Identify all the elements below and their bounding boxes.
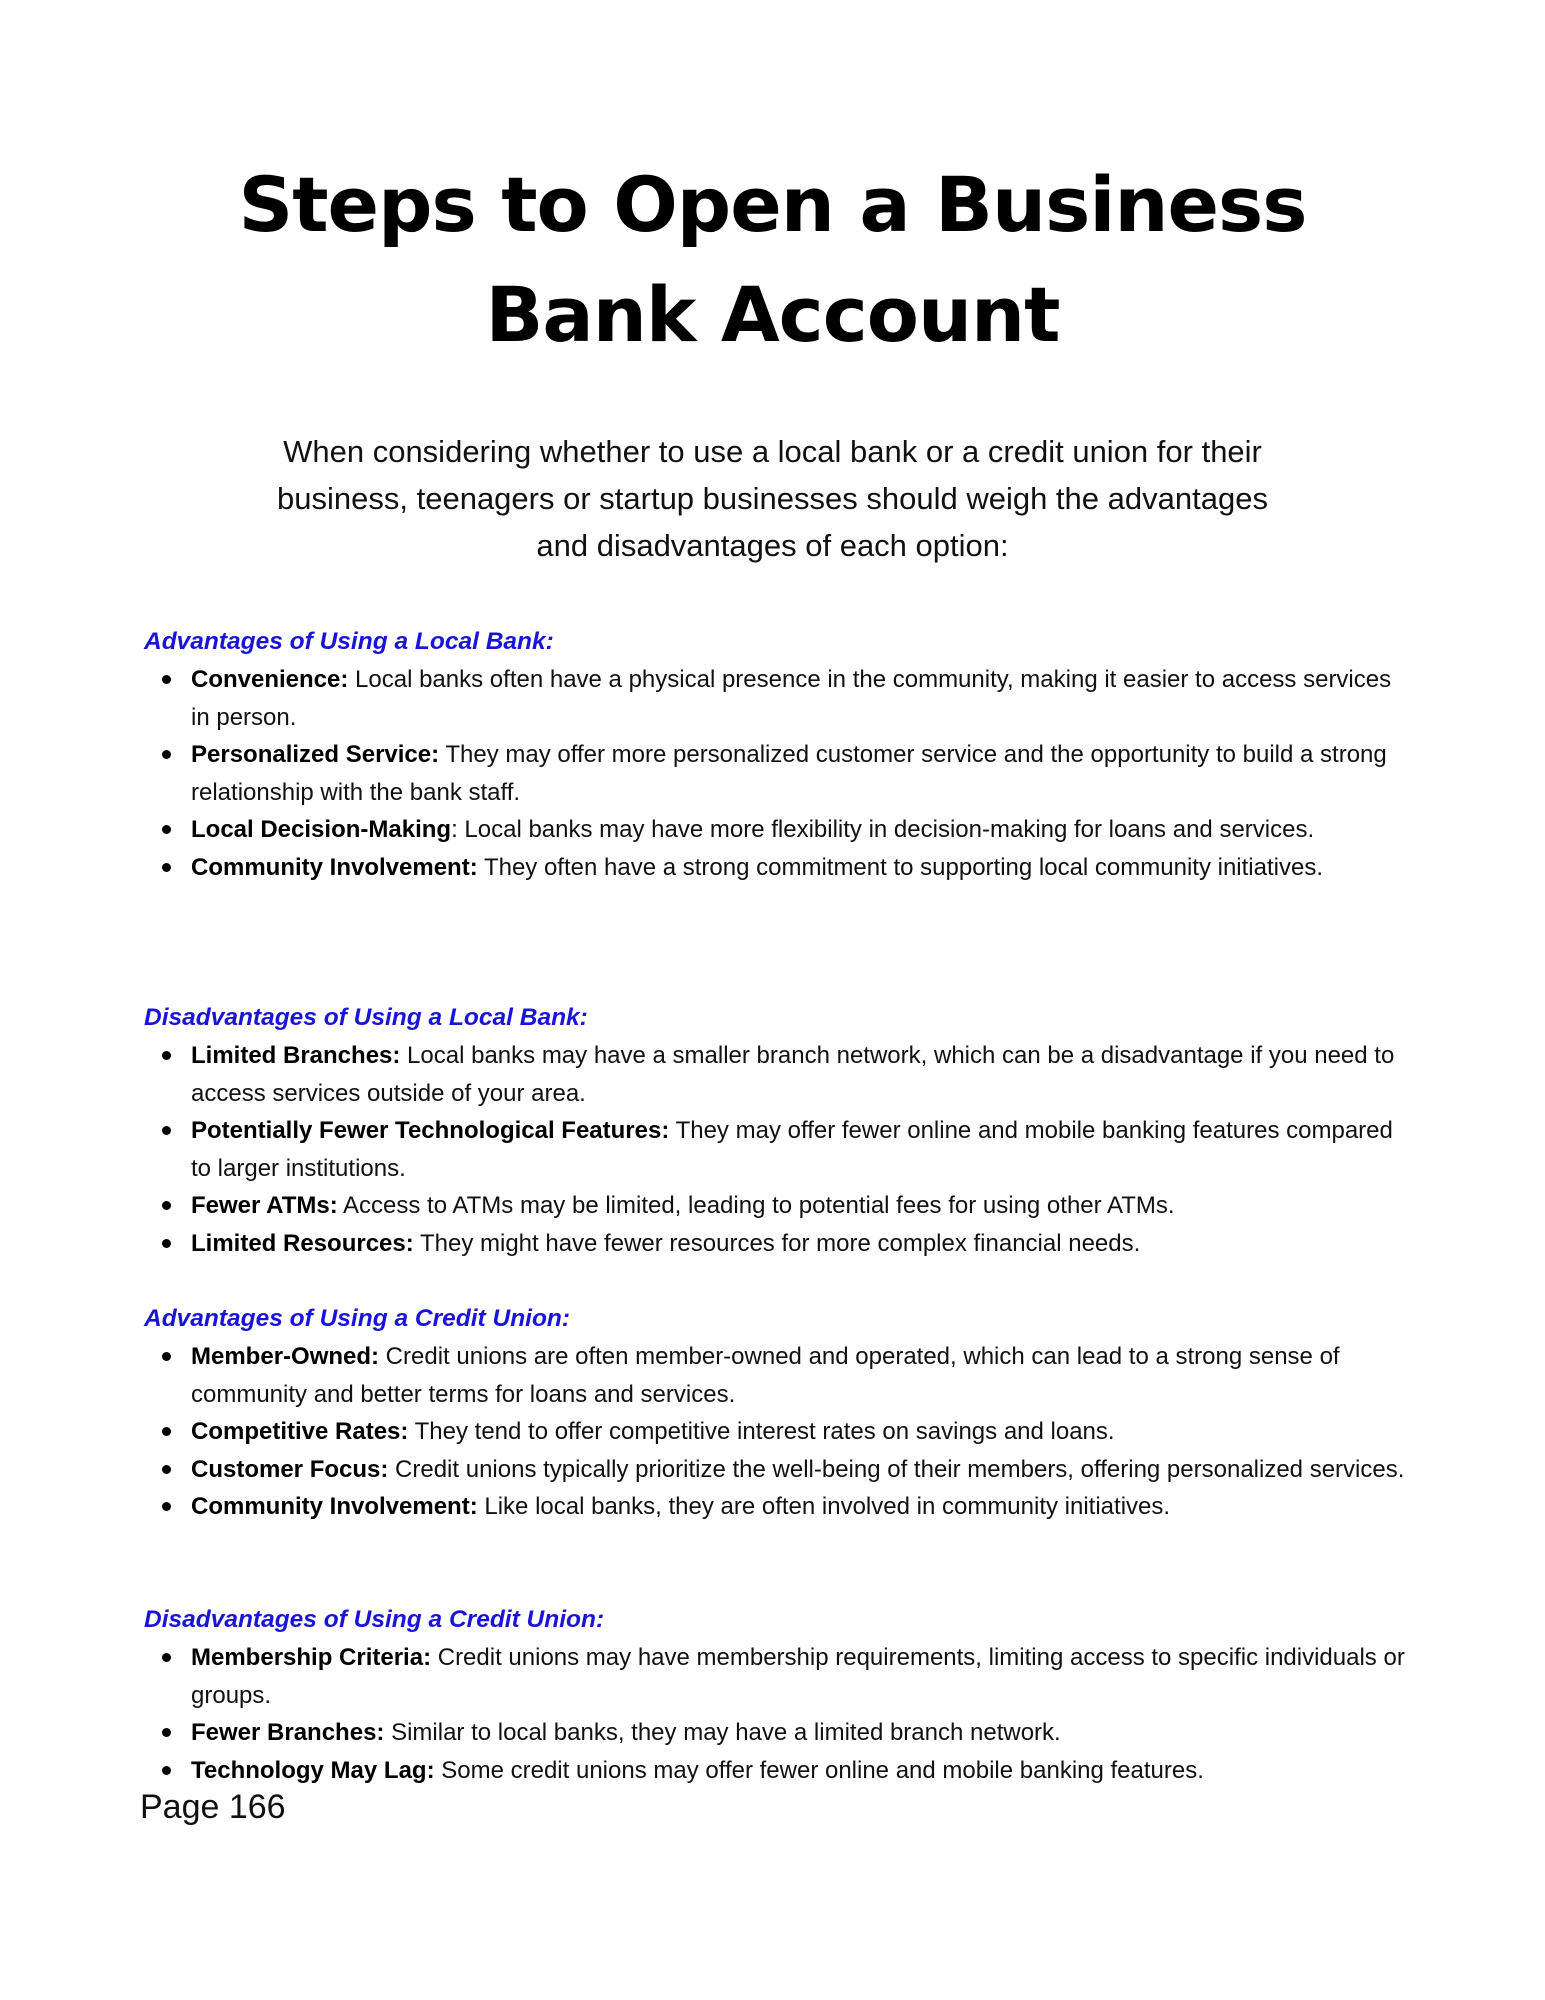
item-text: Local banks often have a physical presence in the community, making it easier to access services in person. [191, 666, 1392, 731]
item-text: Credit unions typically prioritize the well-being of their members, offering personalized services. [388, 1455, 1405, 1483]
item-text: They may offer fewer online and mobile banking features compared to larger institutions. [191, 1117, 1393, 1182]
item-text: Credit unions may have membership requirements, limiting access to specific individuals or groups. [191, 1644, 1405, 1709]
bullet-icon [162, 1352, 171, 1361]
list-item [144, 1338, 1414, 1413]
list-item [144, 1037, 1414, 1112]
item-term: Personalized Service: [191, 741, 440, 768]
section-local-bank-advantages [144, 623, 1414, 886]
list-item [144, 1639, 1414, 1714]
bullet-icon [162, 1126, 171, 1135]
item-term: Limited Branches: [191, 1042, 401, 1069]
item-term: Fewer ATMs: [191, 1192, 338, 1219]
section-credit-union-advantages [144, 1300, 1414, 1526]
item-term: Fewer Branches: [191, 1719, 385, 1746]
bullet-icon [162, 1239, 171, 1248]
section-heading: Advantages of Using a Credit Union: [144, 1305, 571, 1332]
bullet-icon [162, 675, 171, 684]
list-item [144, 1225, 1414, 1263]
list-item [144, 1187, 1414, 1225]
item-term: Community Involvement: [191, 853, 478, 881]
item-text: Access to ATMs may be limited, leading to potential fees for using other ATMs. [337, 1192, 1175, 1219]
item-text: They might have fewer resources for more complex financial needs. [413, 1229, 1141, 1257]
bullet-list [144, 661, 1414, 886]
bullet-icon [162, 1051, 171, 1060]
item-text: Local banks may have a smaller branch network, which can be a disadvantage if you need to access services outside of your area. [191, 1042, 1395, 1107]
item-text: Like local banks, they are often involved in community initiatives. [477, 1493, 1171, 1520]
item-term: Competitive Rates: [191, 1418, 409, 1445]
bullet-icon [162, 825, 171, 834]
item-text: Similar to local banks, they may have a limited branch network. [384, 1719, 1061, 1746]
item-text: They may offer more personalized customer service and the opportunity to build a strong relationship with the bank staff. [191, 741, 1387, 806]
section-heading: Disadvantages of Using a Local Bank: [144, 1004, 588, 1031]
bullet-icon [162, 1201, 171, 1210]
list-item [144, 811, 1414, 849]
item-term: Member-Owned: [191, 1343, 380, 1370]
item-text: Credit unions are often member-owned and operated, which can lead to a strong sense of community and better terms for loans and services. [191, 1343, 1340, 1408]
item-term: Community Involvement: [191, 1493, 478, 1520]
section-credit-union-disadvantages [144, 1601, 1414, 1789]
list-item [144, 661, 1414, 736]
list-item [144, 1413, 1414, 1451]
section-heading: Advantages of Using a Local Bank: [144, 628, 554, 655]
section-heading: Disadvantages of Using a Credit Union: [144, 1606, 605, 1633]
item-term: Convenience: [191, 666, 349, 693]
bullet-icon [162, 1427, 171, 1436]
list-item [144, 1451, 1414, 1489]
bullet-icon [162, 750, 171, 759]
item-term: Customer Focus: [191, 1455, 389, 1483]
item-text: Some credit unions may offer fewer online and mobile banking features. [434, 1756, 1204, 1784]
list-item [144, 1752, 1414, 1790]
item-term: Membership Criteria: [191, 1644, 432, 1671]
page-title-line-2: Bank Account [485, 270, 1060, 359]
bullet-icon [162, 1653, 171, 1662]
bullet-list [144, 1037, 1414, 1262]
bullet-icon [162, 863, 171, 872]
page-number: Page 166 [140, 1788, 286, 1826]
list-item [144, 849, 1414, 887]
list-item [144, 736, 1414, 811]
bullet-list [144, 1338, 1414, 1526]
list-item [144, 1488, 1414, 1526]
item-term: Technology May Lag: [191, 1756, 435, 1784]
section-local-bank-disadvantages [144, 999, 1414, 1262]
item-term: Local Decision-Making [191, 816, 452, 843]
bullet-icon [162, 1728, 171, 1737]
list-item [144, 1112, 1414, 1187]
item-text: They often have a strong commitment to supporting local community initiatives. [477, 853, 1323, 881]
item-term: Potentially Fewer Technological Features: [191, 1117, 670, 1144]
item-text: They tend to offer competitive interest rates on savings and loans. [408, 1418, 1115, 1445]
item-term: Limited Resources: [191, 1229, 414, 1257]
page-title [0, 150, 1545, 370]
list-item [144, 1714, 1414, 1752]
bullet-icon [162, 1502, 171, 1511]
bullet-icon [162, 1465, 171, 1474]
intro-paragraph: When considering whether to use a local bank or a credit union for their business, teenagers or startup businesses should weigh the advantages and disadvantages of each option: [277, 434, 1268, 563]
item-text: : Local banks may have more flexibility in decision-making for loans and services. [451, 816, 1315, 843]
page-title-line-1: Steps to Open a Business [238, 160, 1307, 249]
bullet-list [144, 1639, 1414, 1789]
bullet-icon [162, 1766, 171, 1775]
